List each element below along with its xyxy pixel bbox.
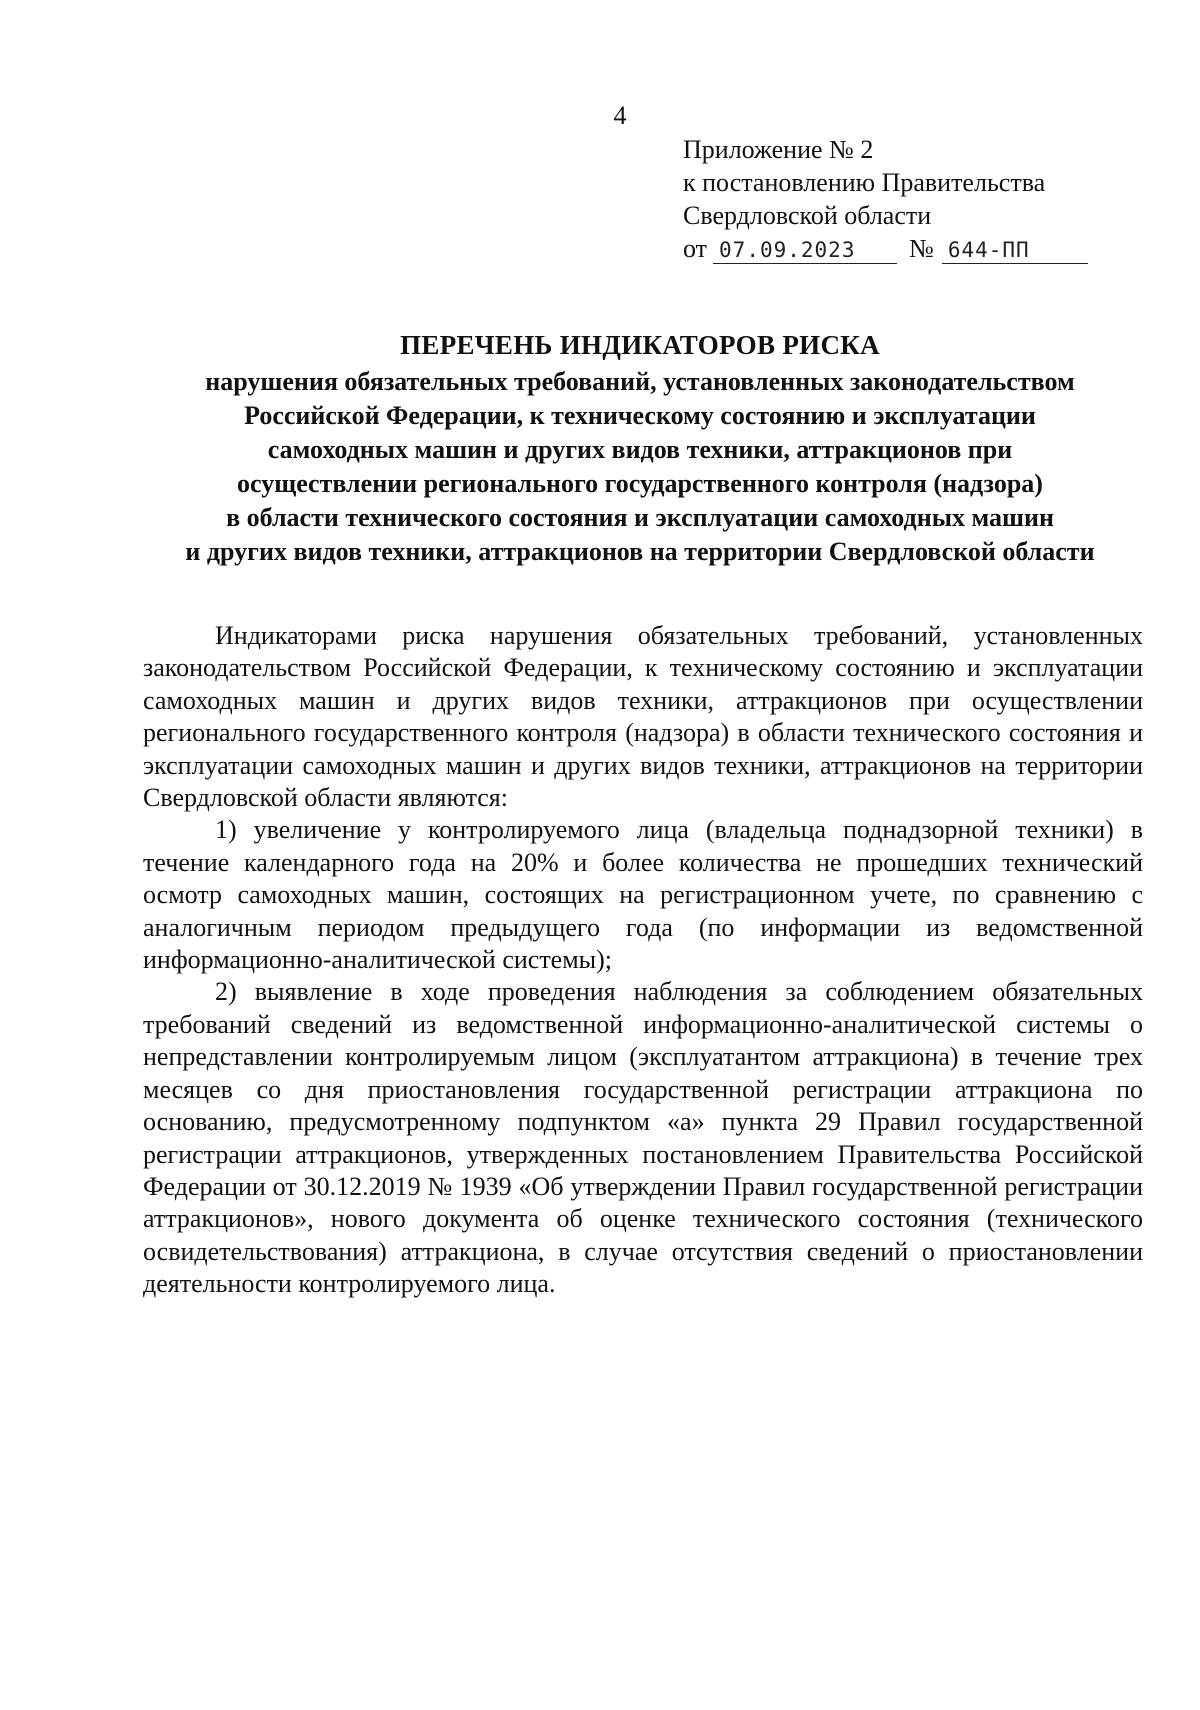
- appendix-line-2: к постановлению Правительства: [683, 168, 1046, 197]
- date-field: 07.09.2023: [713, 237, 897, 264]
- title-line-4: осуществлении регионального государственного контроля (надзора): [237, 469, 1043, 498]
- title-line-3: самоходных машин и других видов техники, аттракционов при: [267, 435, 1013, 464]
- title-line-6: и других видов техники, аттракционов на территории Свердловской области: [185, 537, 1095, 566]
- title-line-2: Российской Федерации, к техническому состоянию и эксплуатации: [244, 401, 1036, 430]
- appendix-block: [683, 133, 1103, 265]
- number-field: 644-ПП: [942, 237, 1088, 264]
- document-title: [120, 328, 1160, 569]
- date-prefix: от: [683, 234, 708, 263]
- page-number: 4: [613, 101, 627, 130]
- paragraph-intro: Индикаторами риска нарушения обязательных требований, установленных законодательством Российской Федерации, к техническому состоянию и эксплуатации самоходных машин и других видов техники, аттракционов при осуществлении регионального государственного контроля (надзора) в области технического состояния и эксплуатации самоходных машин и других видов техники, аттракционов на территории Свердловской области являются:: [143, 621, 1143, 813]
- title-line-1: нарушения обязательных требований, установленных законодательством: [205, 367, 1075, 396]
- appendix-line-3: Свердловской области: [683, 201, 932, 230]
- appendix-line-1: Приложение № 2: [683, 135, 874, 164]
- paragraph-item-1: 1) увеличение у контролируемого лица (владельца поднадзорной техники) в течение календарного года на 20% и более количества не прошедших технический осмотр самоходных машин, состоящих на регистрационном учете, по сравнению с аналогичным периодом предыдущего года (по информации из ведомственной информационно-аналитической системы);: [143, 815, 1143, 975]
- title-line-5: в области технического состояния и эксплуатации самоходных машин: [226, 503, 1054, 532]
- registration-line: [683, 232, 1103, 265]
- title-heading: ПЕРЕЧЕНЬ ИНДИКАТОРОВ РИСКА: [400, 330, 880, 360]
- paragraph-item-2: 2) выявление в ходе проведения наблюдения за соблюдением обязательных требований сведений из ведомственной информационно-аналитической системы о непредставлении контролируемым лицом (эксплуатантом аттракциона) в течение трех месяцев со дня приостановления государственной регистрации аттракциона по основанию, предусмотренному подпунктом «а» пункта 29 Правил государственной регистрации аттракционов, утвержденных постановлением Правительства Российской Федерации от 30.12.2019 № 1939 «Об утверждении Правил государственной регистрации аттракционов», нового документа об оценке технического состояния (технического освидетельствования) аттракциона, в случае отсутствия сведений о приостановлении деятельности контролируемого лица.: [143, 977, 1143, 1299]
- document-body: [143, 620, 1143, 1301]
- number-prefix: №: [909, 234, 934, 263]
